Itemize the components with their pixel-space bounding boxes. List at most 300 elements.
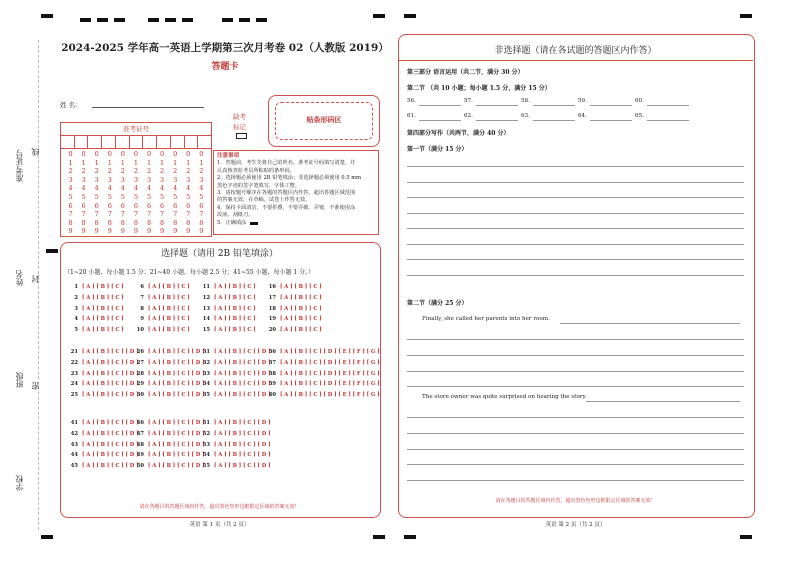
question-row[interactable] [134,381,205,387]
ticket-digit[interactable]: 3 [173,175,178,184]
question-row[interactable] [134,431,205,437]
writing-line[interactable] [407,464,744,465]
question-row[interactable] [134,442,205,448]
question-number: 4 [74,316,78,323]
writing1-heading: 第一节（满分 15 分） [407,146,468,153]
blank-line[interactable] [590,120,632,121]
ticket-digit[interactable]: 2 [160,167,165,176]
answer-options[interactable]: [ A ] [ B ] [ C ] [ D ] [ E ] [ F ] [ G ] [280,392,380,399]
writing-line[interactable] [407,433,744,434]
question-number: 38 [268,370,276,377]
question-number: 36 [268,349,276,355]
ticket-digit[interactable]: 0 [133,150,138,158]
question-row[interactable] [134,295,190,301]
writing-line[interactable] [407,166,744,167]
question-row[interactable] [134,452,205,458]
ticket-digit[interactable]: 5 [160,192,165,201]
answer-options[interactable]: [ A ] [ B ] [ C ] [ D ] [148,349,205,355]
ticket-digit[interactable]: 5 [173,192,178,201]
ticket-digit[interactable]: 7 [107,210,112,219]
answer-options[interactable]: [ A ] [ B ] [ C ] [ D ] [82,381,139,388]
question-row[interactable] [266,306,322,312]
ticket-digit[interactable]: 9 [133,227,138,236]
question-row[interactable] [200,360,271,366]
answer-options[interactable]: [ A ] [ B ] [ C ] [ D ] [214,452,271,459]
ticket-digit[interactable]: 2 [68,167,73,176]
ticket-digit[interactable]: 9 [186,227,191,236]
answer-options[interactable]: [ A ] [ B ] [ C ] [ D ] [82,349,139,355]
answer-options[interactable]: [ A ] [ B ] [ C ] [148,305,190,312]
ticket-digit[interactable]: 4 [146,184,152,193]
writing-line[interactable] [407,449,744,450]
question-row[interactable] [200,381,271,387]
ticket-digit[interactable]: 2 [81,167,86,176]
ticket-digit[interactable]: 7 [133,210,138,219]
ticket-digit-column[interactable] [199,150,203,236]
ticket-digit[interactable]: 9 [94,227,99,236]
answer-options[interactable]: [ A ] [ B ] [ C ] [148,327,190,334]
answer-options[interactable]: [ A ] [ B ] [ C ] [148,294,190,301]
blank-line[interactable] [476,120,518,121]
writing-line[interactable] [407,355,744,356]
ticket-digit[interactable]: 2 [94,167,99,176]
ticket-digit-bubbles[interactable] [61,149,211,236]
answer-options[interactable]: [ A ] [ B ] [ C ] [ D ] [148,430,205,437]
answer-options[interactable]: [ A ] [ B ] [ C ] [ D ] [148,359,205,366]
question-row[interactable] [134,349,205,355]
timing-mark [41,14,53,18]
question-row[interactable] [68,306,124,312]
ticket-digit[interactable]: 0 [173,150,178,158]
answer-options[interactable]: [ A ] [ B ] [ C ] [ D ] [82,370,139,377]
question-row[interactable] [266,327,322,333]
writing-line[interactable] [407,480,744,481]
blank-line[interactable] [419,120,461,121]
question-number: 26 [136,349,144,355]
ticket-digit[interactable]: 0 [146,150,152,158]
answer-options[interactable]: [ A ] [ B ] [ C ] [214,284,256,290]
ticket-digit[interactable]: 2 [120,167,125,176]
ticket-digit[interactable]: 7 [81,210,86,219]
answer-options[interactable]: [ A ] [ B ] [ C ] [214,327,256,334]
question-row[interactable] [134,316,190,322]
answer-options[interactable]: [ A ] [ B ] [ C ] [214,294,256,301]
answer-options[interactable]: [ A ] [ B ] [ C ] [ D ] [214,430,271,437]
timing-mark [373,535,385,539]
blank-line[interactable] [533,105,575,106]
question-row[interactable] [68,316,124,322]
ticket-digit[interactable]: 0 [160,150,165,158]
question-row[interactable] [200,442,271,448]
writing-line[interactable] [586,401,740,402]
blank-line[interactable] [647,120,689,121]
ticket-digit-column[interactable] [160,150,164,236]
ticket-digit[interactable]: 4 [120,184,125,193]
question-row[interactable] [200,431,271,437]
question-row[interactable] [266,360,380,366]
answer-options[interactable]: [ A ] [ B ] [ C ] [ D ] [82,430,139,437]
filled-sample [250,222,258,225]
blank-line[interactable] [476,105,518,106]
ticket-digit[interactable]: 9 [146,227,152,236]
ticket-digit-column[interactable] [68,150,72,236]
answer-options[interactable]: [ A ] [ B ] [ C ] [214,305,256,312]
ticket-digit-column[interactable] [82,150,86,236]
ticket-digit[interactable]: 7 [173,210,178,219]
ticket-digit[interactable]: 3 [107,175,112,184]
question-row[interactable] [134,420,205,426]
question-row[interactable] [200,452,271,458]
ticket-digit[interactable]: 1 [81,158,86,167]
answer-options[interactable]: [ A ] [ B ] [ C ] [ D ] [214,420,271,426]
ticket-digit[interactable]: 8 [133,218,138,227]
writing-line[interactable] [407,182,744,183]
ticket-digit[interactable]: 8 [199,218,204,227]
ticket-digit[interactable]: 4 [81,184,86,193]
ticket-digit-column[interactable] [95,150,99,236]
ticket-digit[interactable]: 6 [173,201,178,210]
question-row[interactable] [266,349,380,355]
ticket-digit[interactable]: 1 [146,158,152,167]
ticket-digit[interactable]: 3 [120,175,125,184]
ticket-digit[interactable]: 0 [68,150,73,158]
ticket-digit[interactable]: 6 [68,201,73,210]
writing-line[interactable] [407,228,744,229]
question-row[interactable] [200,349,271,355]
ticket-digit[interactable]: 8 [94,218,99,227]
ticket-digit[interactable]: 4 [68,184,73,193]
ticket-digit[interactable]: 5 [186,192,191,201]
ticket-digit[interactable]: 9 [81,227,86,236]
answer-options[interactable]: [ A ] [ B ] [ C ] [ D ] [214,441,271,448]
answer-options[interactable]: [ A ] [ B ] [ C ] [ D ] [148,452,205,459]
answer-options[interactable]: [ A ] [ B ] [ C ] [ D ] [148,381,205,388]
ticket-digit[interactable]: 6 [107,201,112,210]
answer-options[interactable]: [ A ] [ B ] [ C ] [148,316,190,323]
question-number: 9 [140,316,144,323]
question-row[interactable] [68,360,139,366]
blank-line[interactable] [647,105,689,106]
ticket-digit[interactable]: 2 [133,167,138,176]
question-number: 16 [268,284,276,290]
side-label-name: 姓名 [15,270,24,286]
writing-line[interactable] [407,244,744,245]
question-row[interactable] [68,327,124,333]
question-row[interactable] [200,392,271,398]
ticket-digit[interactable]: 3 [186,175,191,184]
answer-options[interactable]: [ A ] [ B ] [ C ] [ D ] [214,349,271,355]
question-row[interactable] [266,295,322,301]
ticket-digit[interactable]: 9 [160,227,165,236]
instruction-line: 5．正确填涂 [217,219,247,226]
ticket-digit[interactable]: 8 [120,218,125,227]
ticket-digit[interactable]: 5 [94,192,99,201]
answer-options[interactable]: [ A ] [ B ] [ C ] [ D ] [82,359,139,366]
answer-options[interactable]: [ A ] [ B ] [ C ] [ D ] [82,441,139,448]
answer-options[interactable]: [ A ] [ B ] [ C ] [ D ] [82,392,139,399]
ticket-digit[interactable]: 8 [173,218,178,227]
question-row[interactable] [200,316,256,322]
question-row[interactable] [266,392,380,398]
ticket-digit-column[interactable] [173,150,177,236]
ticket-digit[interactable]: 7 [94,210,99,219]
ticket-digit[interactable]: 9 [68,227,73,236]
question-row[interactable] [200,420,271,426]
ticket-digit[interactable]: 9 [107,227,112,236]
ticket-digit[interactable]: 4 [133,184,138,193]
answer-options[interactable]: [ A ] [ B ] [ C ] [ D ] [148,392,205,399]
answer-options[interactable]: [ A ] [ B ] [ C ] [214,316,256,323]
answer-options[interactable]: [ A ] [ B ] [ C ] [ D ] [82,463,139,470]
writing-line[interactable] [407,417,744,418]
ticket-digit[interactable]: 5 [107,192,112,201]
ticket-digit[interactable]: 4 [186,184,191,193]
answer-options[interactable]: [ A ] [ B ] [ C ] [ D ] [82,452,139,459]
question-number: 37 [268,359,276,366]
question-row[interactable] [68,463,139,469]
part4-heading: 第四部分写作（共两节，满分 40 分） [407,130,510,137]
answer-options[interactable]: [ A ] [ B ] [ C ] [82,316,124,323]
ticket-digit[interactable]: 5 [68,192,73,201]
timing-mark [404,14,416,18]
instruction-line: 认真核查监考员所粘贴的条形码。 [217,167,295,174]
question-number: 19 [268,316,276,323]
ticket-digit[interactable]: 0 [120,150,125,158]
ticket-digit[interactable]: 5 [199,192,204,201]
ticket-digit[interactable]: 1 [160,158,165,167]
ticket-digit[interactable]: 2 [146,167,152,176]
ticket-digit[interactable]: 0 [107,150,112,158]
ticket-digit[interactable]: 7 [199,210,204,219]
timing-mark [148,18,159,22]
question-row[interactable] [200,463,271,469]
answer-options[interactable]: [ A ] [ B ] [ C ] [ D ] [214,359,271,366]
ticket-digit-column[interactable] [134,150,138,236]
ticket-digit[interactable]: 7 [160,210,165,219]
ticket-digit[interactable]: 9 [173,227,178,236]
answer-options[interactable]: [ A ] [ B ] [ C ] [280,284,322,290]
answer-options[interactable]: [ A ] [ B ] [ C ] [ D ] [ E ] [ F ] [ G ] [280,370,380,377]
answer-options[interactable]: [ A ] [ B ] [ C ] [ D ] [148,370,205,377]
ticket-digit-column[interactable] [186,150,190,236]
ticket-digit[interactable]: 6 [186,201,191,210]
answer-options[interactable]: [ A ] [ B ] [ C ] [ D ] [148,463,205,470]
answer-options[interactable]: [ A ] [ B ] [ C ] [82,327,124,334]
ticket-digit[interactable]: 1 [173,158,178,167]
question-row[interactable] [134,360,205,366]
question-number: 29 [136,381,144,388]
question-number: 45 [70,463,78,470]
ticket-digit-column[interactable] [121,150,125,236]
ticket-digit[interactable]: 4 [173,184,178,193]
question-row[interactable] [266,371,380,377]
part3-heading: 第三部分 语言运用（共二节，满分 30 分） [407,69,524,76]
timing-mark [41,535,53,539]
blank-line[interactable] [590,105,632,106]
writing-line[interactable] [407,197,744,198]
ticket-digit[interactable]: 3 [199,175,204,184]
ticket-digit[interactable]: 7 [120,210,125,219]
side-label-secret: 密 [31,382,40,390]
question-row[interactable] [68,349,139,355]
ticket-digit[interactable]: 3 [146,175,152,184]
question-number: 12 [202,294,210,301]
writing-line[interactable] [407,386,744,387]
ticket-digit[interactable]: 1 [94,158,99,167]
ticket-digit[interactable]: 5 [133,192,138,201]
ticket-digit[interactable]: 4 [199,184,204,193]
question-number: 23 [70,370,78,377]
ticket-digit[interactable]: 7 [146,210,152,219]
question-number: 33 [202,370,210,377]
ticket-digit[interactable]: 6 [94,201,99,210]
answer-options[interactable]: [ A ] [ B ] [ C ] [ D ] [ E ] [ F ] [ G ] [280,349,380,355]
question-row[interactable] [200,284,256,290]
answer-options[interactable]: [ A ] [ B ] [ C ] [82,305,124,312]
question-row[interactable] [134,306,190,312]
question-row[interactable] [68,431,139,437]
question-row[interactable] [266,381,380,387]
ticket-digit[interactable]: 9 [120,227,125,236]
blank-number: 57. [464,98,473,104]
ticket-digit[interactable]: 3 [160,175,165,184]
question-row[interactable] [68,381,139,387]
answer-options[interactable]: [ A ] [ B ] [ C ] [280,305,322,312]
ticket-digit[interactable]: 8 [146,218,152,227]
absent-checkbox[interactable] [236,133,247,139]
question-row[interactable] [68,295,124,301]
question-row[interactable] [200,327,256,333]
ticket-digit[interactable]: 8 [68,218,73,227]
writing-line[interactable] [407,259,744,260]
question-row[interactable] [68,452,139,458]
question-row[interactable] [68,284,124,290]
ticket-digit[interactable]: 8 [81,218,86,227]
answer-options[interactable]: [ A ] [ B ] [ C ] [280,316,322,323]
answer-options[interactable]: [ A ] [ B ] [ C ] [ D ] [ E ] [ F ] [ G ] [280,381,380,388]
answer-options[interactable]: [ A ] [ B ] [ C ] [ D ] [214,463,271,470]
answer-options[interactable]: [ A ] [ B ] [ C ] [ D ] [148,420,205,426]
instruction-line: 的答案无效，在草稿、试卷上作答无效。 [217,197,311,204]
ticket-digit[interactable]: 3 [133,175,138,184]
question-number: 48 [136,441,144,448]
answer-options[interactable]: [ A ] [ B ] [ C ] [280,294,322,301]
ticket-digit[interactable]: 2 [107,167,112,176]
answer-options[interactable]: [ A ] [ B ] [ C ] [148,284,190,290]
ticket-digit[interactable]: 5 [120,192,125,201]
ticket-digit[interactable]: 2 [199,167,204,176]
answer-options[interactable]: [ A ] [ B ] [ C ] [ D ] [214,381,271,388]
answer-options[interactable]: [ A ] [ B ] [ C ] [ D ] [ E ] [ F ] [ G ] [280,359,380,366]
question-row[interactable] [68,392,139,398]
blank-line[interactable] [419,105,461,106]
answer-options[interactable]: [ A ] [ B ] [ C ] [280,327,322,334]
ticket-digit[interactable]: 1 [133,158,138,167]
ticket-digit[interactable]: 1 [186,158,191,167]
answer-options[interactable]: [ A ] [ B ] [ C ] [ D ] [214,370,271,377]
ticket-digit[interactable]: 5 [81,192,86,201]
ticket-digit[interactable]: 7 [68,210,73,219]
question-row[interactable] [266,316,322,322]
blank-line[interactable] [533,120,575,121]
answer-options[interactable]: [ A ] [ B ] [ C ] [82,284,124,290]
writing-line[interactable] [407,371,744,372]
ticket-digit[interactable]: 6 [160,201,165,210]
ticket-digit[interactable]: 0 [199,150,204,158]
ticket-digit[interactable]: 2 [173,167,178,176]
question-row[interactable] [134,284,190,290]
question-number: 35 [202,392,210,399]
ticket-digit[interactable]: 4 [94,184,99,193]
ticket-digit[interactable]: 4 [107,184,112,193]
question-row[interactable] [200,295,256,301]
question-row[interactable] [200,306,256,312]
question-row[interactable] [68,371,139,377]
ticket-digit-column[interactable] [147,150,151,236]
ticket-digit[interactable]: 2 [186,167,191,176]
question-number: 15 [202,327,210,334]
ticket-input-row[interactable] [61,136,211,149]
ticket-digit[interactable]: 3 [81,175,86,184]
ticket-digit[interactable]: 5 [146,192,152,201]
question-number: 1 [74,284,78,290]
answer-options[interactable]: [ A ] [ B ] [ C ] [82,294,124,301]
question-row[interactable] [134,327,190,333]
answer-options[interactable]: [ A ] [ B ] [ C ] [ D ] [82,420,139,426]
ticket-digit[interactable]: 7 [186,210,191,219]
name-field[interactable] [92,107,204,108]
ticket-digit[interactable]: 6 [133,201,138,210]
ticket-digit[interactable]: 1 [120,158,125,167]
ticket-digit[interactable]: 8 [107,218,112,227]
answer-options[interactable]: [ A ] [ B ] [ C ] [ D ] [148,441,205,448]
ticket-digit[interactable]: 4 [160,184,165,193]
timing-mark [80,18,91,22]
ticket-digit[interactable]: 3 [94,175,99,184]
ticket-digit-column[interactable] [108,150,112,236]
writing-line[interactable] [407,275,744,276]
question-row[interactable] [134,392,205,398]
ticket-digit[interactable]: 1 [199,158,204,167]
writing-line[interactable] [560,323,740,324]
ticket-digit[interactable]: 6 [146,201,152,210]
ticket-digit[interactable]: 0 [94,150,99,158]
question-row[interactable] [134,463,205,469]
question-number: 40 [268,392,276,399]
writing-line[interactable] [407,213,744,214]
question-row[interactable] [266,284,322,290]
ticket-digit[interactable]: 9 [199,227,204,236]
ticket-digit[interactable]: 6 [199,201,204,210]
ticket-digit[interactable]: 0 [81,150,86,158]
question-row[interactable] [68,420,139,426]
question-number: 31 [202,349,210,355]
ticket-digit[interactable]: 1 [107,158,112,167]
ticket-digit[interactable]: 1 [68,158,73,167]
ticket-digit[interactable]: 8 [160,218,165,227]
ticket-digit[interactable]: 3 [68,175,73,184]
side-label-seal: 封 [31,275,40,283]
question-row[interactable] [134,371,205,377]
question-row[interactable] [68,442,139,448]
ticket-digit[interactable]: 6 [120,201,125,210]
ticket-digit[interactable]: 8 [186,218,191,227]
writing-line[interactable] [407,339,744,340]
answer-options[interactable]: [ A ] [ B ] [ C ] [ D ] [214,392,271,399]
ticket-digit[interactable]: 0 [186,150,191,158]
question-row[interactable] [200,371,271,377]
ticket-digit[interactable]: 6 [81,201,86,210]
